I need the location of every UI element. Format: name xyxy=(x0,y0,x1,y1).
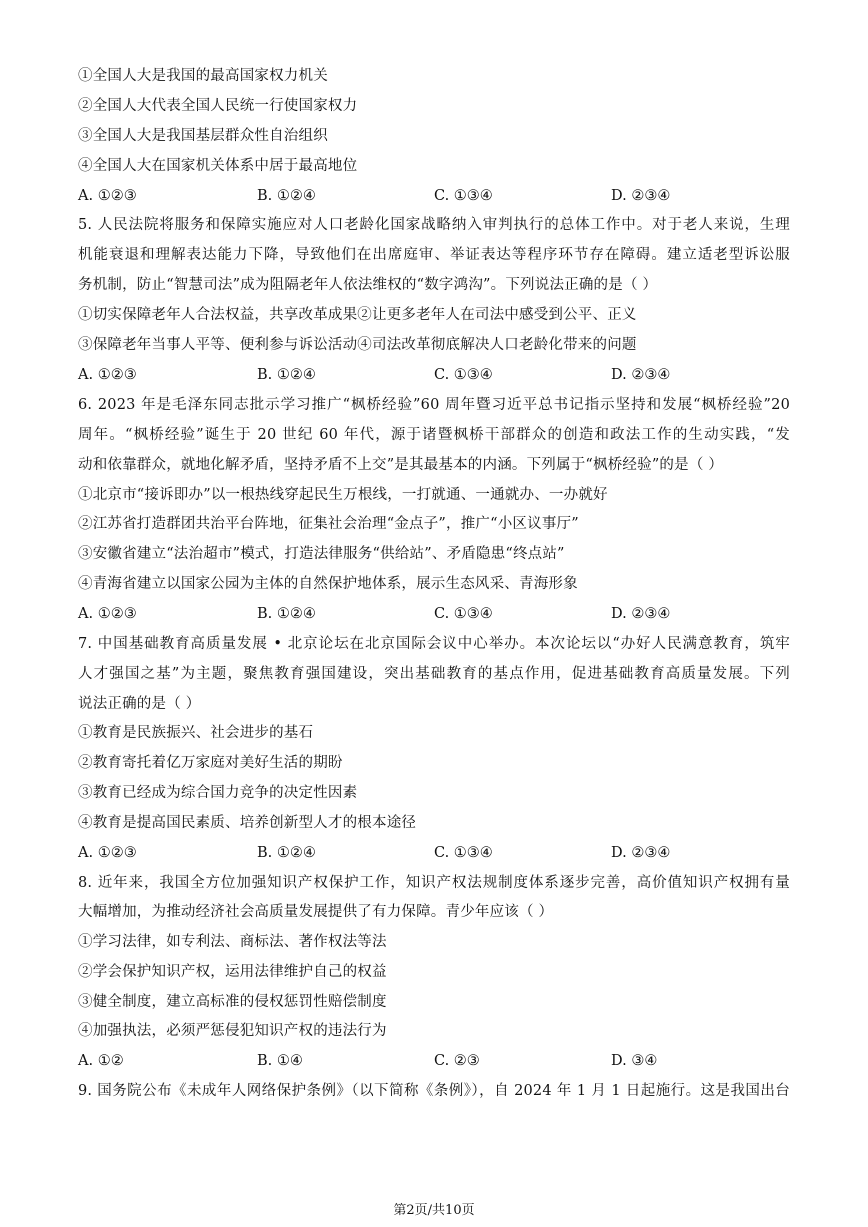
q4-option-b: B. ①②④ xyxy=(257,188,316,204)
q6-statement-1: ①北京市“接诉即办”以一根热线穿起民生万根线，一打就通、一通就办、一办就好 xyxy=(78,487,608,503)
q6-statement-4: ④青海省建立以国家公园为主体的自然保护地体系，展示生态风采、青海形象 xyxy=(78,576,578,592)
q9-stem-line-1: 9. 国务院公布《未成年人网络保护条例》（以下简称《条例》），自 2024 年 1 月 1 日起施行。这是我国出台 xyxy=(78,1083,790,1099)
q5-statements-line-2: ③保障老年当事人平等、便利参与诉讼活动④司法改革彻底解决人口老龄化带来的问题 xyxy=(78,337,637,353)
q8-options xyxy=(78,1051,790,1071)
q7-options xyxy=(78,843,790,863)
q7-option-c: C. ①③④ xyxy=(434,845,493,861)
q5-stem-line-2: 机能衰退和理解表达能力下降，导致他们在出席庭审、举证表达等程序环节存在障碍。建立适老型诉讼服 xyxy=(78,247,790,263)
q8-statement-1: ①学习法律，如专利法、商标法、著作权法等法 xyxy=(78,934,387,950)
q5-options xyxy=(78,365,790,385)
q7-option-d: D. ②③④ xyxy=(611,845,671,861)
q5-stem-line-1: 5. 人民法院将服务和保障实施应对人口老龄化国家战略纳入审判执行的总体工作中。对于老人来说，生理 xyxy=(78,217,790,233)
q4-option-d: D. ②③④ xyxy=(611,188,671,204)
q8-statement-3: ③健全制度，建立高标准的侵权惩罚性赔偿制度 xyxy=(78,994,387,1010)
q4-option-c: C. ①③④ xyxy=(434,188,493,204)
q6-options xyxy=(78,604,790,624)
q5-option-c: C. ①③④ xyxy=(434,367,493,383)
q7-statement-4: ④教育是提高国民素质、培养创新型人才的根本途径 xyxy=(78,815,417,831)
q7-option-b: B. ①②④ xyxy=(257,845,316,861)
q7-option-a: A. ①②③ xyxy=(78,845,137,861)
q6-stem-line-2: 周年。“枫桥经验”诞生于 20 世纪 60 年代，源于诸暨枫桥干部群众的创造和政法工作的生动实践，“发 xyxy=(78,427,790,443)
q5-option-b: B. ①②④ xyxy=(257,367,316,383)
q4-option-a: A. ①②③ xyxy=(78,188,137,204)
q7-statement-3: ③教育已经成为综合国力竞争的决定性因素 xyxy=(78,785,358,801)
q8-statement-4: ④加强执法，必须严惩侵犯知识产权的违法行为 xyxy=(78,1023,387,1039)
q7-stem-line-1: 7. 中国基础教育高质量发展 • 北京论坛在北京国际会议中心举办。本次论坛以“办好人民满意教育，筑牢 xyxy=(78,636,790,652)
q8-stem-line-2: 大幅增加，为推动经济社会高质量发展提供了有力保障。青少年应该（ ） xyxy=(78,904,554,920)
q8-option-b: B. ①④ xyxy=(257,1053,303,1069)
q4-statement-1: ①全国人大是我国的最高国家权力机关 xyxy=(78,68,328,84)
q4-options xyxy=(78,186,790,206)
q7-stem-line-2: 人才强国之基”为主题，聚焦教育强国建设，突出基础教育的基点作用，促进基础教育高质量发展。下列 xyxy=(78,666,790,682)
q8-option-d: D. ③④ xyxy=(611,1053,658,1069)
q6-stem-line-3: 动和依靠群众，就地化解矛盾，坚持矛盾不上交”是其最基本的内涵。下列属于“枫桥经验”的是（ ） xyxy=(78,457,724,473)
q4-statement-2: ②全国人大代表全国人民统一行使国家权力 xyxy=(78,98,358,114)
q7-statement-2: ②教育寄托着亿万家庭对美好生活的期盼 xyxy=(78,755,343,771)
q6-statement-2: ②江苏省打造群团共治平台阵地，征集社会治理“金点子”，推广“小区议事厅” xyxy=(78,516,579,532)
q7-statement-1: ①教育是民族振兴、社会进步的基石 xyxy=(78,725,314,741)
q6-option-c: C. ①③④ xyxy=(434,606,493,622)
q6-stem-line-1: 6. 2023 年是毛泽东同志批示学习推广“枫桥经验”60 周年暨习近平总书记指示坚持和发展“枫桥经验”20 xyxy=(78,397,790,413)
q4-statement-3: ③全国人大是我国基层群众性自治组织 xyxy=(78,128,328,144)
q8-statement-2: ②学会保护知识产权，运用法律维护自己的权益 xyxy=(78,964,387,980)
q6-option-d: D. ②③④ xyxy=(611,606,671,622)
q5-statements-line-1: ①切实保障老年人合法权益，共享改革成果②让更多老年人在司法中感受到公平、正义 xyxy=(78,307,637,323)
q6-option-b: B. ①②④ xyxy=(257,606,316,622)
page-number-footer: 第2页/共10页 xyxy=(393,1203,475,1218)
q5-stem-line-3: 务机制，防止“智慧司法”成为阻隔老年人依法维权的“数字鸿沟”。下列说法正确的是（ ） xyxy=(78,277,658,293)
q5-option-a: A. ①②③ xyxy=(78,367,137,383)
q4-statement-4: ④全国人大在国家机关体系中居于最高地位 xyxy=(78,158,358,174)
q8-stem-line-1: 8. 近年来，我国全方位加强知识产权保护工作，知识产权法规制度体系逐步完善，高价值知识产权拥有量 xyxy=(78,875,790,891)
q8-option-a: A. ①② xyxy=(78,1053,124,1069)
q5-option-d: D. ②③④ xyxy=(611,367,671,383)
q6-statement-3: ③安徽省建立“法治超市”模式，打造法律服务“供给站”、矛盾隐患“终点站” xyxy=(78,546,565,562)
q6-option-a: A. ①②③ xyxy=(78,606,137,622)
q8-option-c: C. ②③ xyxy=(434,1053,480,1069)
q7-stem-line-3: 说法正确的是（ ） xyxy=(78,696,201,712)
